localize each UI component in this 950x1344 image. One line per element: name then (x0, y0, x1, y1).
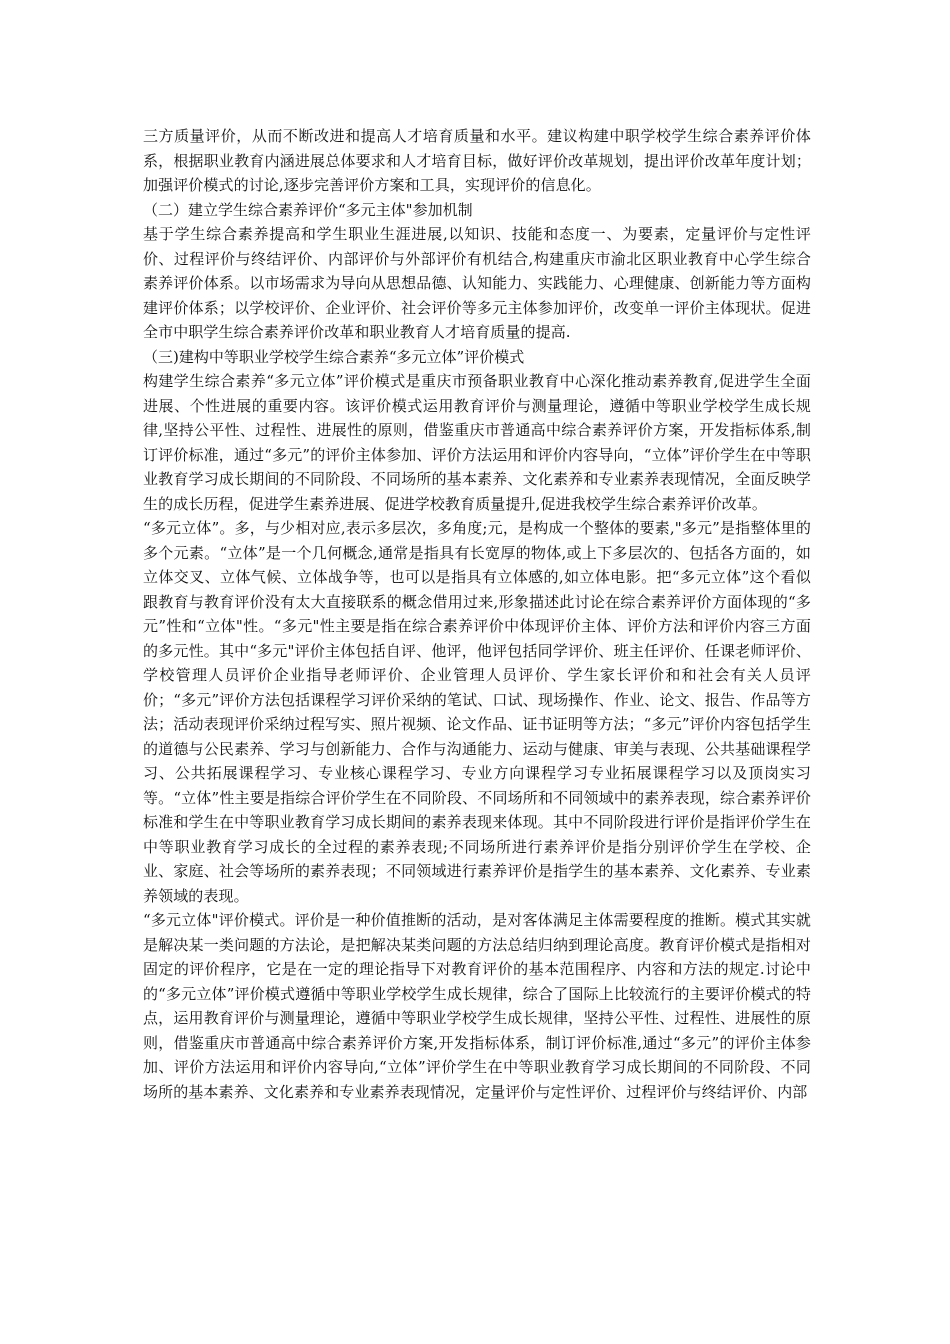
document-page (143, 124, 811, 1104)
paragraph-evaluation-model: 构建学生综合素养“多元立体”评价模式是重庆市预备职业教育中心深化推动素养教育,促进学生全面进展、个性进展的重要内容。该评价模式运用教育评价与测量理论，遵循中等职业学校学生成长规律,坚持公平性、过程性、进展性的原则，借鉴重庆市普通高中综合素养评价方案，开发指标体系,制订评价标准，通过“多元”的评价主体参加、评价方法运用和评价内容导向，“立体”评价学生在中等职业教育学习成长期间的不同阶段、不同场所的基本素养、文化素养和专业素养表现情况，全面反映学生的成长历程，促进学生素养进展、促进学校教育质量提升,促进我校学生综合素养评价改革。 (143, 372, 811, 513)
section-heading-2: （二）建立学生综合素养评价“多元主体"参加机制 (143, 200, 473, 219)
paragraph-multi-dimension-definition: “多元立体”。多，与少相对应,表示多层次，多角度;元，是构成一个整体的要素,"多元”是指整体里的多个元素。“立体”是一个几何概念,通常是指具有长宽厚的物体,或上下多层次的、包括各方面的，如立体交叉、立体气候、立体战争等，也可以是指具有立体感的,如立体电影。把“多元立体”这个看似跟教育与教育评价没有太大直接联系的概念借用过来,形象描述此讨论在综合素养评价方面体现的“多元”性和“立体"性。“多元"性主要是指在综合素养评价中体现评价主体、评价方法和评价内容三方面的多元性。其中“多元"评价主体包括自评、他评，他评包括同学评价、班主任评价、任课老师评价、学校管理人员评价企业指导老师评价、企业管理人员评价、学生家长评价和和社会有关人员评价；“多元”评价方法包括课程学习评价采纳的笔试、口试、现场操作、作业、论文、报告、作品等方法；活动表现评价采纳过程写实、照片视频、论文作品、证书证明等方法；“多元”评价内容包括学生的道德与公民素养、学习与创新能力、合作与沟通能力、运动与健康、审美与表现、公共基础课程学习、公共拓展课程学习、专业核心课程学习、专业方向课程学习专业拓展课程学习以及顶岗实习等。“立体”性主要是指综合评价学生在不同阶段、不同场所和不同领域中的素养表现，综合素养评价标准和学生在中等职业教育学习成长期间的素养表现来体现。其中不同阶段进行评价是指评价学生在中等职业教育学习成长的全过程的素养表现;不同场所进行素养评价是指分别评价学生在学校、企业、家庭、社会等场所的素养表现；不同领域进行素养评价是指学生的基本素养、文化素养、专业素养领域的表现。 (143, 519, 811, 905)
section-heading-3: （三)建构中等职业学校学生综合素养“多元立体”评价模式 (143, 347, 525, 366)
paragraph-evaluation-system: 三方质量评价，从而不断改进和提高人才培育质量和水平。建议构建中职学校学生综合素养评价体系，根据职业教育内涵进展总体要求和人才培育目标，做好评价改革规划，提出评价改革年度计划；加强评价模式的讨论,逐步完善评价方案和工具，实现评价的信息化。 (143, 127, 811, 194)
paragraph-evaluation-mode-definition: “多元立体"评价模式。评价是一种价值推断的活动，是对客体满足主体需要程度的推断。模式其实就是解决某一类问题的方法论，是把解决某类问题的方法总结归纳到理论高度。教育评价模式是指相对固定的评价程序，它是在一定的理论指导下对教育评价的基本范围程序、内容和方法的规定.讨论中的“多元立体”评价模式遵循中等职业学校学生成长规律，综合了国际上比较流行的主要评价模式的特点，运用教育评价与测量理论，遵循中等职业学校学生成长规律，坚持公平性、过程性、进展性的原则，借鉴重庆市普通高中综合素养评价方案,开发指标体系，制订评价标准,通过“多元”的评价主体参加、评价方法运用和评价内容导向,“立体”评价学生在中等职业教育学习成长期间的不同阶段、不同场所的基本素养、文化素养和专业素养表现情况，定量评价与定性评价、过程评价与终结评价、内部 (143, 911, 811, 1101)
paragraph-multi-subject: 基于学生综合素养提高和学生职业生涯进展,以知识、技能和态度一、为要素，定量评价与定性评价、过程评价与终结评价、内部评价与外部评价有机结合,构建重庆市渝北区职业教育中心学生综合素养评价体系。以市场需求为导向从思想品德、认知能力、实践能力、心理健康、创新能力等方面构建评价体系；以学校评价、企业评价、社会评价等多元主体参加评价，改变单一评价主体现状。促进全市中职学生综合素养评价改革和职业教育人才培育质量的提高. (143, 225, 811, 341)
